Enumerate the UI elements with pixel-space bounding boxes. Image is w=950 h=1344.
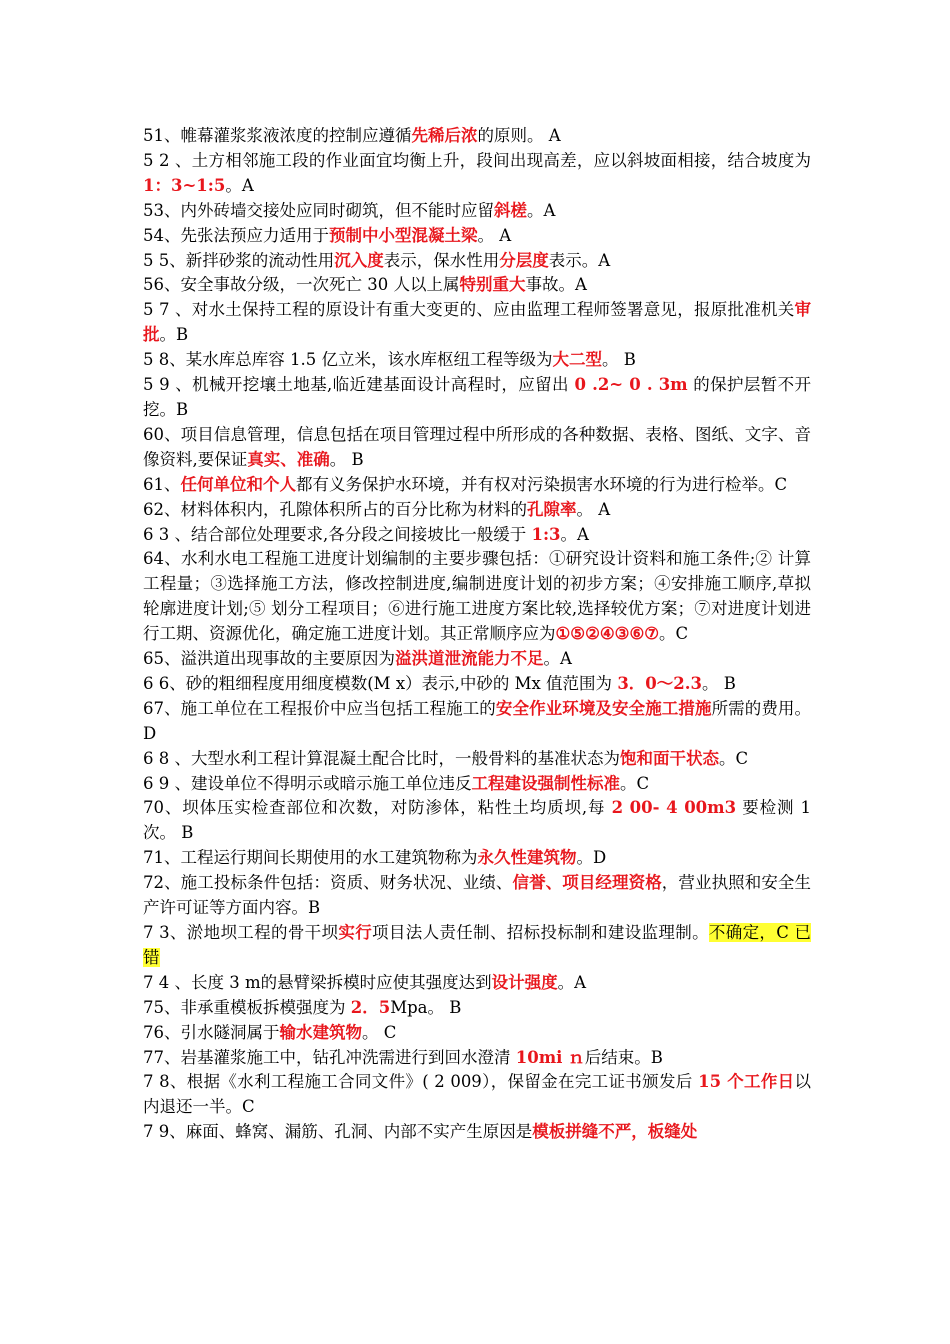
question-text: 的原则。 A [477, 126, 561, 145]
question-text: 6 3 、结合部位处理要求,各分段之间接坡比一般缓于 [143, 524, 532, 544]
question-text: 。A [543, 649, 572, 669]
answer-highlight: 先稀后浓 [411, 126, 478, 145]
question-item [143, 149, 811, 199]
question-text: 表示，保水性用 [383, 250, 500, 270]
question-text: 6 8 、大型水利工程计算混凝土配合比时，一般骨料的基准状态为 [143, 748, 620, 768]
question-list [143, 124, 811, 1145]
answer-highlight: 饱和面干状态 [620, 748, 719, 768]
question-text: 5 7 、对水土保持工程的原设计有重大变更的、应由监理工程师签署意见，报原批准机关 [143, 300, 795, 320]
answer-highlight: ①⑤②④③⑥⑦ [555, 624, 660, 644]
answer-highlight: 永久性建筑物 [477, 848, 577, 868]
answer-highlight: 预制中小型混凝土梁 [329, 225, 478, 245]
question-text: 77、岩基灌浆施工中，钻孔冲洗需进行到回水澄清 [143, 1047, 516, 1067]
question-text: 。A [527, 200, 556, 220]
question-text: 事故。A [525, 275, 587, 295]
question-item [143, 921, 811, 971]
question-text: 7 3、淤地坝工程的骨干坝 [143, 923, 339, 942]
question-text: 70、坝体压实检查部位和次数，对防渗体，粘性土均质坝,每 [143, 798, 612, 818]
answer-highlight: 斜槎 [494, 200, 527, 220]
question-text: 5 8、某水库总库容 1.5 亿立米，该水库枢纽工程等级为 [143, 350, 553, 370]
question-item [143, 298, 811, 348]
question-text: 56、安全事故分级，一次死亡 30 人以上属 [143, 275, 460, 295]
question-item [143, 498, 811, 523]
question-item [143, 796, 811, 846]
question-text: 6 6、砂的粗细程度用细度模数(M x）表示,中砂的 Mx 值范围为 [143, 673, 618, 693]
answer-highlight: 审批 [143, 300, 811, 345]
question-item [143, 747, 811, 772]
question-item [143, 547, 811, 647]
question-text: 。D [576, 848, 607, 868]
question-text: 7 4 、长度 3 m的悬臂梁拆模时应使其强度达到 [143, 972, 492, 992]
answer-highlight: 2 00- 4 00m3 [611, 798, 737, 818]
question-item [143, 672, 811, 697]
question-text: 。 B [329, 449, 364, 469]
question-text: 。B [159, 325, 189, 345]
question-item [143, 124, 811, 149]
question-item [143, 373, 811, 423]
answer-highlight: 沉入度 [334, 250, 384, 270]
question-text: 6 9 、建设单位不得明示或暗示施工单位违反 [143, 773, 472, 793]
answer-highlight: 特别重大 [459, 275, 526, 295]
question-item [143, 523, 811, 548]
answer-highlight: 分层度 [499, 250, 549, 270]
answer-highlight: 工程建设强制性标准 [471, 773, 620, 793]
question-text: 。 C [362, 1022, 397, 1042]
answer-highlight: 3．0～2.3 [617, 673, 702, 693]
question-item [143, 1021, 811, 1046]
question-text: 。 B [601, 350, 636, 370]
question-text: 51、帷幕灌浆浆液浓度的控制应遵循 [143, 126, 412, 145]
answer-highlight: 10mi ｎ [515, 1047, 585, 1067]
question-item [143, 224, 811, 249]
question-text: 。A [557, 972, 587, 992]
answer-highlight: 1：3~1:5 [143, 175, 226, 195]
question-text: 后结束。B [584, 1047, 663, 1067]
highlighted-note: 不确定，C 已错 [143, 923, 811, 967]
question-item [143, 846, 811, 871]
question-text: 65、溢洪道出现事故的主要原因为 [143, 649, 395, 669]
answer-highlight: 模板拼缝不严，板缝处 [532, 1122, 698, 1142]
question-text: 都有义务保护水环境，并有权对污染损害水环境的行为进行检举。C [296, 474, 788, 494]
question-text: 53、内外砖墙交接处应同时砌筑，但不能时应留 [143, 200, 494, 220]
question-text: 60、项目信息管理，信息包括在项目管理过程中所形成的各种数据、表格、图纸、文字、音像资料,要保证 [143, 424, 811, 469]
answer-highlight: 孔隙率 [527, 499, 577, 519]
question-text: 。 B [701, 673, 736, 693]
question-item [143, 871, 811, 921]
question-text: 。C [719, 748, 749, 768]
question-text: 5 2 、土方相邻施工段的作业面宜均衡上升，段间出现高差，应以斜坡面相接，结合坡度为 [143, 150, 811, 170]
question-text: 61、 [143, 474, 181, 494]
question-text: 以内退还一半。C [143, 1072, 811, 1117]
question-text: 表示。A [548, 250, 611, 270]
question-text: 67、施工单位在工程报价中应当包括工程施工的 [143, 698, 496, 718]
question-item [143, 697, 811, 747]
question-text: 。A [560, 524, 589, 544]
question-item [143, 971, 811, 996]
answer-highlight: 1:3 [531, 524, 561, 544]
question-text: 项目法人责任制、招标投标制和建设监理制。 [372, 923, 709, 942]
answer-highlight: 大二型 [552, 350, 602, 370]
answer-highlight: 任何单位和个人 [180, 474, 296, 494]
question-item [143, 1046, 811, 1071]
question-text: 64、水利水电工程施工进度计划编制的主要步骤包括：①研究设计资料和施工条件;② 计算工程量；③选择施工方法，修改控制进度,编制进度计划的初步方案；④安排施工顺序,草拟轮廓进度计划;⑤ 划分工程项目；⑥进行施工进度方案比较,选择较优方案；⑦对进度计划进行工期、资源优化，确定施工进度计划。其正常顺序应为 [143, 549, 811, 644]
question-item [143, 348, 811, 373]
answer-highlight: 2．5 [350, 997, 391, 1017]
question-item [143, 1070, 811, 1120]
question-text: 7 8、根据《水利工程施工合同文件》( 2 009），保留金在完工证书颁发后 [143, 1072, 699, 1092]
question-text: 。 A [477, 225, 512, 245]
question-item [143, 473, 811, 498]
question-item [143, 249, 811, 274]
answer-highlight: 设计强度 [491, 972, 558, 992]
question-text: 72、施工投标条件包括：资质、财务状况、业绩、 [143, 873, 513, 893]
answer-highlight: 安全作业环境及安全施工措施 [495, 698, 712, 718]
question-text: 。A [225, 175, 254, 195]
answer-highlight: 信誉、项目经理资格 [512, 873, 662, 893]
question-text: 5 5、新拌砂浆的流动性用 [143, 250, 335, 270]
question-item [143, 996, 811, 1021]
answer-highlight: 15 个工作日 [698, 1072, 795, 1092]
question-text: 的保护层暂不开挖。B [143, 375, 811, 419]
question-item [143, 273, 811, 298]
question-text: Mpa。 B [390, 997, 462, 1017]
question-text: 要检测 1 次。 B [143, 798, 811, 843]
question-item [143, 423, 811, 473]
answer-highlight: 0 .2~ 0 . 3m [574, 375, 688, 395]
question-item [143, 199, 811, 224]
question-item [143, 647, 811, 672]
question-text: 76、引水隧洞属于 [143, 1022, 280, 1042]
question-text: 5 9 、机械开挖壤土地基,临近建基面设计高程时，应留出 [143, 375, 575, 395]
question-item [143, 772, 811, 797]
question-text: 71、工程运行期间长期使用的水工建筑物称为 [143, 848, 478, 868]
question-text: ，营业执照和安全生产许可证等方面内容。B [143, 873, 812, 918]
question-text: 。C [659, 624, 689, 644]
question-text: 7 9、麻面、蜂窝、漏筋、孔洞、内部不实产生原因是 [143, 1122, 533, 1142]
answer-highlight: 真实、准确 [247, 449, 330, 469]
answer-highlight: 溢洪道泄流能力不足 [395, 649, 544, 669]
question-text: 所需的费用。D [143, 698, 812, 743]
answer-highlight: 实行 [338, 923, 373, 942]
question-text: 。C [620, 773, 650, 793]
question-item [143, 1120, 811, 1145]
question-text: 62、材料体积内，孔隙体积所占的百分比称为材料的 [143, 499, 527, 519]
question-text: 75、非承重模板拆模强度为 [143, 997, 351, 1017]
answer-highlight: 输水建筑物 [279, 1022, 362, 1042]
question-text: 。 A [576, 499, 611, 519]
question-text: 54、先张法预应力适用于 [143, 225, 329, 245]
